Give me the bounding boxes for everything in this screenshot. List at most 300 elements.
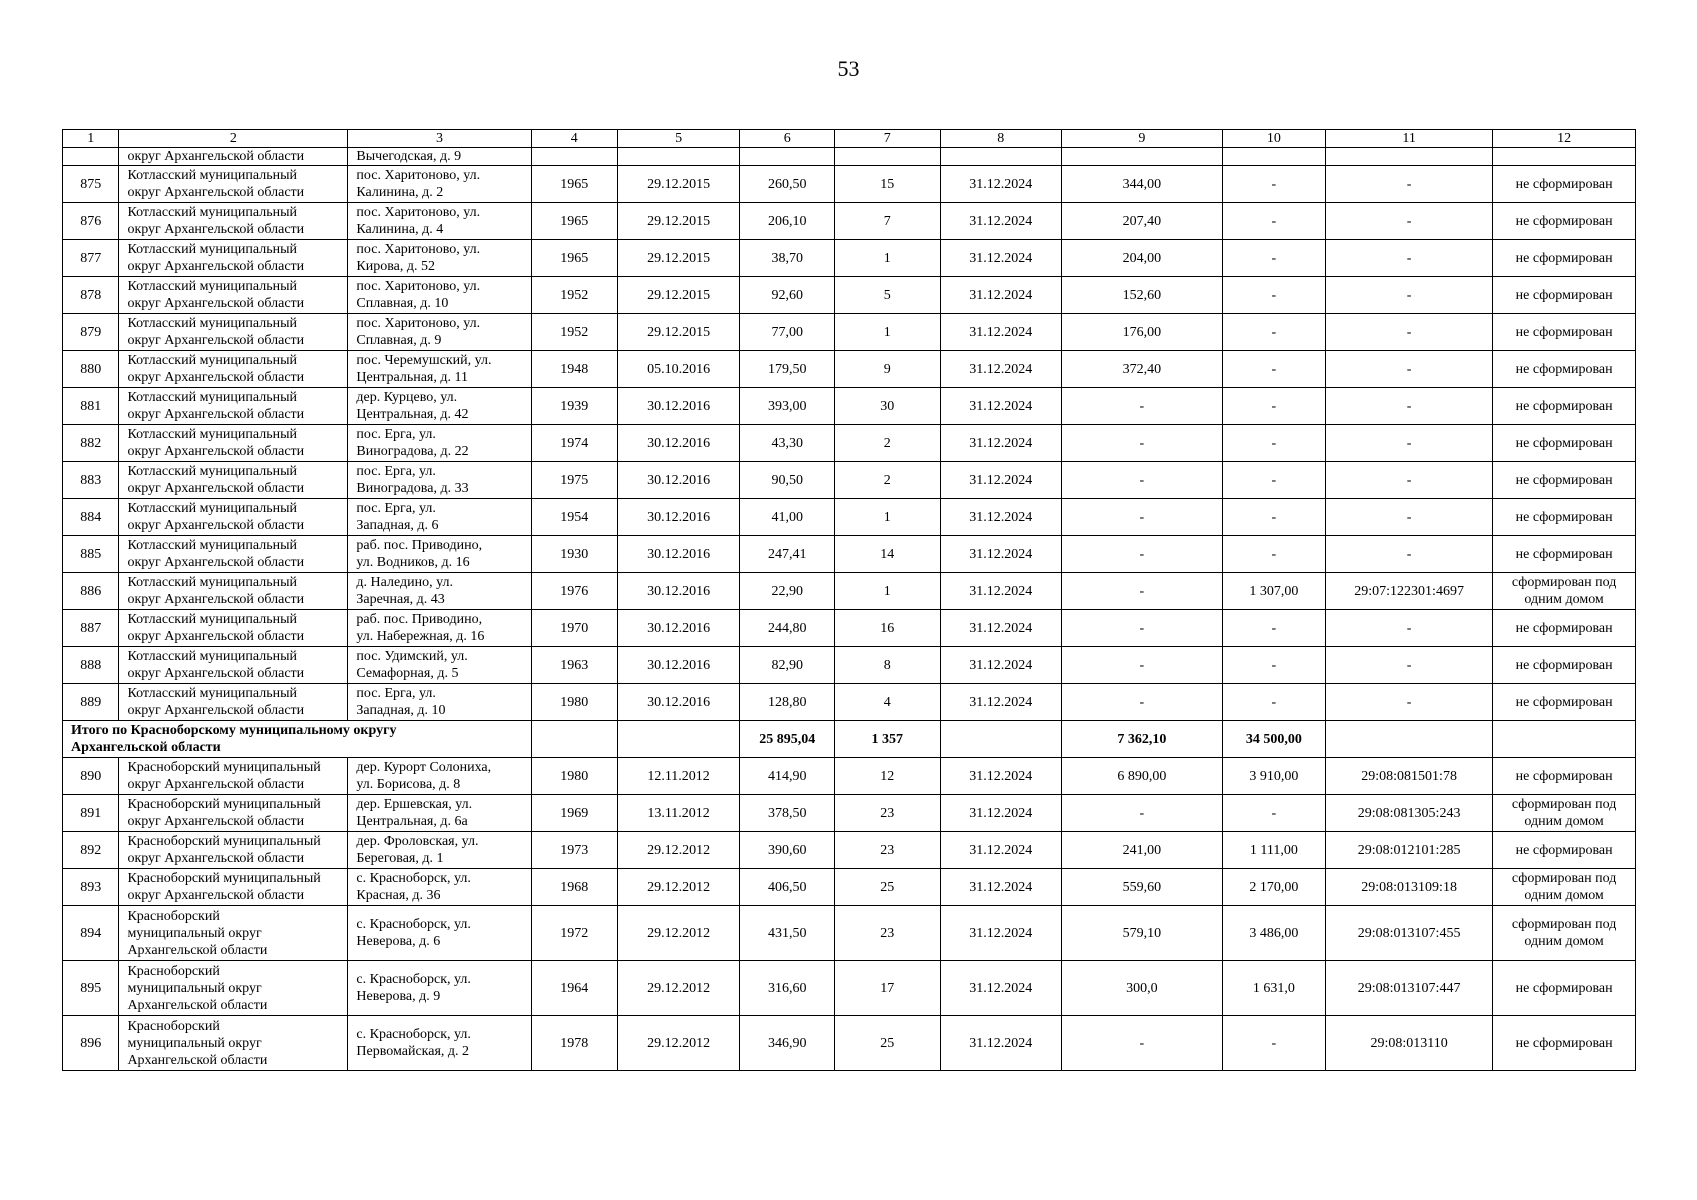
year-built-cell: 1965 [531,240,617,277]
table-row [63,203,1636,240]
table-row [63,388,1636,425]
recognition-date-cell: 13.11.2012 [617,795,739,832]
residents-cell: 5 [835,277,940,314]
recognition-date-cell: 29.12.2015 [617,314,739,351]
year-built-cell: 1976 [531,573,617,610]
plot-status-cell: не сформирован [1493,610,1636,647]
plot-area-cell: - [1222,388,1325,425]
plot-status-cell: не сформирован [1493,832,1636,869]
cadastral-number-cell: 29:08:013109:18 [1326,869,1493,906]
plot-status-cell: сформирован под одним домом [1493,795,1636,832]
resettlement-deadline-cell: 31.12.2024 [940,869,1061,906]
table-row [63,314,1636,351]
column-number: 11 [1326,130,1493,148]
column-number: 1 [63,130,119,148]
land-area-cell: - [1061,684,1222,721]
empty-cell [617,148,739,166]
recognition-date-cell: 29.12.2012 [617,1016,739,1071]
row-number-cell: 895 [63,961,119,1016]
plot-status-cell: не сформирован [1493,499,1636,536]
plot-status-cell: не сформирован [1493,425,1636,462]
residents-cell: 30 [835,388,940,425]
cadastral-number-cell: 29:08:013110 [1326,1016,1493,1071]
plot-area-cell: - [1222,647,1325,684]
resettlement-deadline-cell: 31.12.2024 [940,758,1061,795]
plot-area-cell: - [1222,240,1325,277]
resettlement-deadline-cell: 31.12.2024 [940,684,1061,721]
plot-area-cell: - [1222,462,1325,499]
column-number: 9 [1061,130,1222,148]
table-row [63,961,1636,1016]
plot-area-cell: 1 631,0 [1222,961,1325,1016]
address-cell: пос. Харитоново, ул. Сплавная, д. 9 [348,314,531,351]
plot-area-cell: - [1222,203,1325,240]
row-number-cell: 892 [63,832,119,869]
land-area-cell: - [1061,388,1222,425]
total-row [63,721,1636,758]
recognition-date-cell: 29.12.2015 [617,203,739,240]
year-built-cell: 1964 [531,961,617,1016]
address-cell: с. Красноборск, ул. Неверова, д. 6 [348,906,531,961]
residents-cell: 7 [835,203,940,240]
area-cell: 244,80 [740,610,835,647]
table-row [63,1016,1636,1071]
municipality-cell: Красноборский муниципальный округ Архангельской области [119,869,348,906]
resettlement-deadline-cell: 31.12.2024 [940,388,1061,425]
municipality-cell: Котласский муниципальный округ Архангельской области [119,351,348,388]
row-number-cell: 896 [63,1016,119,1071]
table-row [63,869,1636,906]
year-built-cell: 1952 [531,277,617,314]
municipality-cell: Красноборский муниципальный округ Архангельской области [119,961,348,1016]
year-built-cell: 1930 [531,536,617,573]
cadastral-number-cell: - [1326,166,1493,203]
empty-cell [940,721,1061,758]
year-built-cell: 1973 [531,832,617,869]
recognition-date-cell: 30.12.2016 [617,499,739,536]
plot-area-cell: 1 111,00 [1222,832,1325,869]
column-number-row [63,130,1636,148]
plot-area-cell: 1 307,00 [1222,573,1325,610]
column-number: 7 [835,130,940,148]
municipality-cell: Котласский муниципальный округ Архангельской области [119,425,348,462]
resettlement-deadline-cell: 31.12.2024 [940,499,1061,536]
total-area-cell: 25 895,04 [740,721,835,758]
recognition-date-cell: 30.12.2016 [617,610,739,647]
resettlement-deadline-cell: 31.12.2024 [940,647,1061,684]
total-residents-cell: 1 357 [835,721,940,758]
recognition-date-cell: 30.12.2016 [617,425,739,462]
recognition-date-cell: 29.12.2012 [617,961,739,1016]
plot-status-cell: не сформирован [1493,758,1636,795]
land-area-cell: - [1061,795,1222,832]
row-number-cell: 877 [63,240,119,277]
plot-area-cell: - [1222,499,1325,536]
cadastral-number-cell: - [1326,647,1493,684]
address-cell: дер. Курцево, ул. Центральная, д. 42 [348,388,531,425]
row-number-cell: 880 [63,351,119,388]
area-cell: 406,50 [740,869,835,906]
empty-cell [1326,721,1493,758]
address-cell: пос. Ерга, ул. Виноградова, д. 22 [348,425,531,462]
row-number-cell: 876 [63,203,119,240]
land-area-cell: 204,00 [1061,240,1222,277]
municipality-cell: Красноборский муниципальный округ Архангельской области [119,832,348,869]
table-row [63,425,1636,462]
area-cell: 77,00 [740,314,835,351]
area-cell: 38,70 [740,240,835,277]
plot-status-cell: сформирован под одним домом [1493,573,1636,610]
row-number-cell: 882 [63,425,119,462]
row-number-cell: 885 [63,536,119,573]
empty-cell [1493,148,1636,166]
recognition-date-cell: 05.10.2016 [617,351,739,388]
plot-area-cell: - [1222,536,1325,573]
residents-cell: 17 [835,961,940,1016]
cadastral-number-cell: - [1326,462,1493,499]
land-area-cell: 559,60 [1061,869,1222,906]
address-cell: д. Наледино, ул. Заречная, д. 43 [348,573,531,610]
empty-cell [63,148,119,166]
plot-status-cell: не сформирован [1493,684,1636,721]
plot-area-cell: - [1222,425,1325,462]
plot-area-cell: 3 486,00 [1222,906,1325,961]
resettlement-deadline-cell: 31.12.2024 [940,462,1061,499]
table-row [63,647,1636,684]
land-area-cell: - [1061,425,1222,462]
plot-area-cell: - [1222,795,1325,832]
plot-status-cell: не сформирован [1493,203,1636,240]
recognition-date-cell: 30.12.2016 [617,462,739,499]
row-number-cell: 890 [63,758,119,795]
year-built-cell: 1963 [531,647,617,684]
plot-area-cell: - [1222,314,1325,351]
empty-cell [617,721,739,758]
row-number-cell: 888 [63,647,119,684]
plot-status-cell: не сформирован [1493,462,1636,499]
resettlement-deadline-cell: 31.12.2024 [940,1016,1061,1071]
total-plot-area-cell: 34 500,00 [1222,721,1325,758]
total-land-area-cell: 7 362,10 [1061,721,1222,758]
row-number-cell: 886 [63,573,119,610]
empty-cell [1222,148,1325,166]
cadastral-number-cell: 29:08:081305:243 [1326,795,1493,832]
area-cell: 128,80 [740,684,835,721]
area-cell: 316,60 [740,961,835,1016]
cadastral-number-cell: 29:08:012101:285 [1326,832,1493,869]
page-number: 53 [837,56,860,81]
residents-cell: 25 [835,869,940,906]
plot-status-cell: не сформирован [1493,166,1636,203]
address-cell: с. Красноборск, ул. Первомайская, д. 2 [348,1016,531,1071]
resettlement-deadline-cell: 31.12.2024 [940,351,1061,388]
plot-status-cell: не сформирован [1493,961,1636,1016]
column-number: 5 [617,130,739,148]
cadastral-number-cell: - [1326,499,1493,536]
table-row [63,351,1636,388]
municipality-cell: Котласский муниципальный округ Архангельской области [119,536,348,573]
resettlement-deadline-cell: 31.12.2024 [940,795,1061,832]
municipality-cell: Красноборский муниципальный округ Архангельской области [119,1016,348,1071]
row-number-cell: 884 [63,499,119,536]
area-cell: 260,50 [740,166,835,203]
land-area-cell: - [1061,573,1222,610]
resettlement-deadline-cell: 31.12.2024 [940,314,1061,351]
year-built-cell: 1978 [531,1016,617,1071]
address-cell: пос. Харитоново, ул. Сплавная, д. 10 [348,277,531,314]
area-cell: 22,90 [740,573,835,610]
recognition-date-cell: 30.12.2016 [617,647,739,684]
residents-cell: 2 [835,462,940,499]
area-cell: 179,50 [740,351,835,388]
residents-cell: 1 [835,240,940,277]
empty-cell [740,148,835,166]
residents-cell: 16 [835,610,940,647]
residents-cell: 14 [835,536,940,573]
plot-status-cell: сформирован под одним домом [1493,906,1636,961]
plot-status-cell: не сформирован [1493,240,1636,277]
total-label: Итого по Красноборскому муниципальному округу Архангельской области [63,721,532,758]
area-cell: 206,10 [740,203,835,240]
land-area-cell: 372,40 [1061,351,1222,388]
plot-area-cell: - [1222,684,1325,721]
residents-cell: 23 [835,795,940,832]
land-area-cell: 207,40 [1061,203,1222,240]
land-area-cell: 300,0 [1061,961,1222,1016]
plot-status-cell: не сформирован [1493,1016,1636,1071]
land-area-cell: 176,00 [1061,314,1222,351]
recognition-date-cell: 30.12.2016 [617,388,739,425]
address-cell: пос. Харитоново, ул. Калинина, д. 2 [348,166,531,203]
year-built-cell: 1968 [531,869,617,906]
resettlement-deadline-cell: 31.12.2024 [940,277,1061,314]
row-number-cell: 891 [63,795,119,832]
cadastral-number-cell: - [1326,314,1493,351]
resettlement-deadline-cell: 31.12.2024 [940,610,1061,647]
empty-cell [835,148,940,166]
year-built-cell: 1980 [531,758,617,795]
plot-status-cell: не сформирован [1493,351,1636,388]
table-row [63,832,1636,869]
year-built-cell: 1980 [531,684,617,721]
table-row [63,499,1636,536]
resettlement-deadline-cell: 31.12.2024 [940,906,1061,961]
recognition-date-cell: 29.12.2015 [617,240,739,277]
row-number-cell: 894 [63,906,119,961]
cadastral-number-cell: 29:08:081501:78 [1326,758,1493,795]
area-cell: 92,60 [740,277,835,314]
cadastral-number-cell: - [1326,536,1493,573]
column-number: 12 [1493,130,1636,148]
residents-cell: 15 [835,166,940,203]
area-cell: 390,60 [740,832,835,869]
recognition-date-cell: 30.12.2016 [617,536,739,573]
address-cell: пос. Удимский, ул. Семафорная, д. 5 [348,647,531,684]
table-row [63,166,1636,203]
residents-cell: 1 [835,314,940,351]
year-built-cell: 1952 [531,314,617,351]
row-number-cell: 883 [63,462,119,499]
plot-area-cell: 2 170,00 [1222,869,1325,906]
address-cell: Вычегодская, д. 9 [348,148,531,166]
resettlement-deadline-cell: 31.12.2024 [940,203,1061,240]
residents-cell: 8 [835,647,940,684]
land-area-cell: 241,00 [1061,832,1222,869]
land-area-cell: 579,10 [1061,906,1222,961]
address-cell: пос. Черемушский, ул. Центральная, д. 11 [348,351,531,388]
row-number-cell: 881 [63,388,119,425]
land-area-cell: - [1061,536,1222,573]
address-cell: пос. Харитоново, ул. Калинина, д. 4 [348,203,531,240]
housing-registry-table [62,129,1636,1071]
column-number: 3 [348,130,531,148]
row-number-cell: 887 [63,610,119,647]
municipality-cell: Котласский муниципальный округ Архангельской области [119,388,348,425]
area-cell: 414,90 [740,758,835,795]
residents-cell: 12 [835,758,940,795]
resettlement-deadline-cell: 31.12.2024 [940,536,1061,573]
year-built-cell: 1972 [531,906,617,961]
empty-cell [531,721,617,758]
table-row [63,906,1636,961]
year-built-cell: 1975 [531,462,617,499]
continuation-row [63,148,1636,166]
resettlement-deadline-cell: 31.12.2024 [940,961,1061,1016]
plot-status-cell: не сформирован [1493,388,1636,425]
column-number: 8 [940,130,1061,148]
address-cell: раб. пос. Приводино, ул. Водников, д. 16 [348,536,531,573]
row-number-cell: 878 [63,277,119,314]
land-area-cell: 6 890,00 [1061,758,1222,795]
residents-cell: 4 [835,684,940,721]
year-built-cell: 1965 [531,166,617,203]
year-built-cell: 1969 [531,795,617,832]
column-number: 4 [531,130,617,148]
row-number-cell: 893 [63,869,119,906]
recognition-date-cell: 30.12.2016 [617,684,739,721]
recognition-date-cell: 29.12.2015 [617,277,739,314]
residents-cell: 9 [835,351,940,388]
table-row [63,758,1636,795]
table-row [63,795,1636,832]
address-cell: дер. Ершевская, ул. Центральная, д. 6а [348,795,531,832]
plot-area-cell: 3 910,00 [1222,758,1325,795]
column-number: 10 [1222,130,1325,148]
plot-status-cell: не сформирован [1493,277,1636,314]
address-cell: дер. Курорт Солониха, ул. Борисова, д. 8 [348,758,531,795]
residents-cell: 23 [835,832,940,869]
municipality-cell: Котласский муниципальный округ Архангельской области [119,462,348,499]
cadastral-number-cell: 29:07:122301:4697 [1326,573,1493,610]
municipality-cell: Котласский муниципальный округ Архангельской области [119,314,348,351]
plot-area-cell: - [1222,166,1325,203]
municipality-cell: Котласский муниципальный округ Архангельской области [119,277,348,314]
land-area-cell: - [1061,610,1222,647]
land-area-cell: 152,60 [1061,277,1222,314]
municipality-cell: Котласский муниципальный округ Архангельской области [119,499,348,536]
area-cell: 82,90 [740,647,835,684]
residents-cell: 2 [835,425,940,462]
table-row [63,240,1636,277]
table-row [63,277,1636,314]
year-built-cell: 1974 [531,425,617,462]
recognition-date-cell: 29.12.2012 [617,869,739,906]
table-row [63,684,1636,721]
area-cell: 41,00 [740,499,835,536]
empty-cell [1326,148,1493,166]
year-built-cell: 1948 [531,351,617,388]
area-cell: 43,30 [740,425,835,462]
land-area-cell: - [1061,1016,1222,1071]
municipality-cell: Котласский муниципальный округ Архангельской области [119,203,348,240]
column-number: 6 [740,130,835,148]
area-cell: 90,50 [740,462,835,499]
address-cell: дер. Фроловская, ул. Береговая, д. 1 [348,832,531,869]
year-built-cell: 1954 [531,499,617,536]
empty-cell [940,148,1061,166]
municipality-cell: Котласский муниципальный округ Архангельской области [119,573,348,610]
address-cell: пос. Ерга, ул. Западная, д. 10 [348,684,531,721]
land-area-cell: - [1061,499,1222,536]
table-row [63,536,1636,573]
area-cell: 247,41 [740,536,835,573]
plot-area-cell: - [1222,610,1325,647]
year-built-cell: 1965 [531,203,617,240]
cadastral-number-cell: - [1326,277,1493,314]
cadastral-number-cell: - [1326,610,1493,647]
recognition-date-cell: 29.12.2015 [617,166,739,203]
column-number: 2 [119,130,348,148]
resettlement-deadline-cell: 31.12.2024 [940,240,1061,277]
cadastral-number-cell: - [1326,240,1493,277]
area-cell: 346,90 [740,1016,835,1071]
year-built-cell: 1970 [531,610,617,647]
resettlement-deadline-cell: 31.12.2024 [940,166,1061,203]
recognition-date-cell: 30.12.2016 [617,573,739,610]
municipality-cell: Красноборский муниципальный округ Архангельской области [119,906,348,961]
municipality-cell: Котласский муниципальный округ Архангельской области [119,610,348,647]
land-area-cell: 344,00 [1061,166,1222,203]
municipality-cell: Котласский муниципальный округ Архангельской области [119,166,348,203]
resettlement-deadline-cell: 31.12.2024 [940,832,1061,869]
plot-area-cell: - [1222,351,1325,388]
table-row [63,462,1636,499]
year-built-cell: 1939 [531,388,617,425]
plot-status-cell: не сформирован [1493,314,1636,351]
municipality-cell: Котласский муниципальный округ Архангельской области [119,684,348,721]
plot-area-cell: - [1222,1016,1325,1071]
residents-cell: 1 [835,499,940,536]
cadastral-number-cell: - [1326,388,1493,425]
resettlement-deadline-cell: 31.12.2024 [940,425,1061,462]
residents-cell: 1 [835,573,940,610]
area-cell: 431,50 [740,906,835,961]
recognition-date-cell: 29.12.2012 [617,906,739,961]
cadastral-number-cell: - [1326,351,1493,388]
area-cell: 393,00 [740,388,835,425]
row-number-cell: 889 [63,684,119,721]
address-cell: с. Красноборск, ул. Неверова, д. 9 [348,961,531,1016]
table-row [63,610,1636,647]
address-cell: пос. Ерга, ул. Виноградова, д. 33 [348,462,531,499]
residents-cell: 23 [835,906,940,961]
row-number-cell: 879 [63,314,119,351]
municipality-cell: Котласский муниципальный округ Архангельской области [119,647,348,684]
land-area-cell: - [1061,647,1222,684]
municipality-cell: Красноборский муниципальный округ Архангельской области [119,795,348,832]
row-number-cell: 875 [63,166,119,203]
municipality-cell: Котласский муниципальный округ Архангельской области [119,240,348,277]
